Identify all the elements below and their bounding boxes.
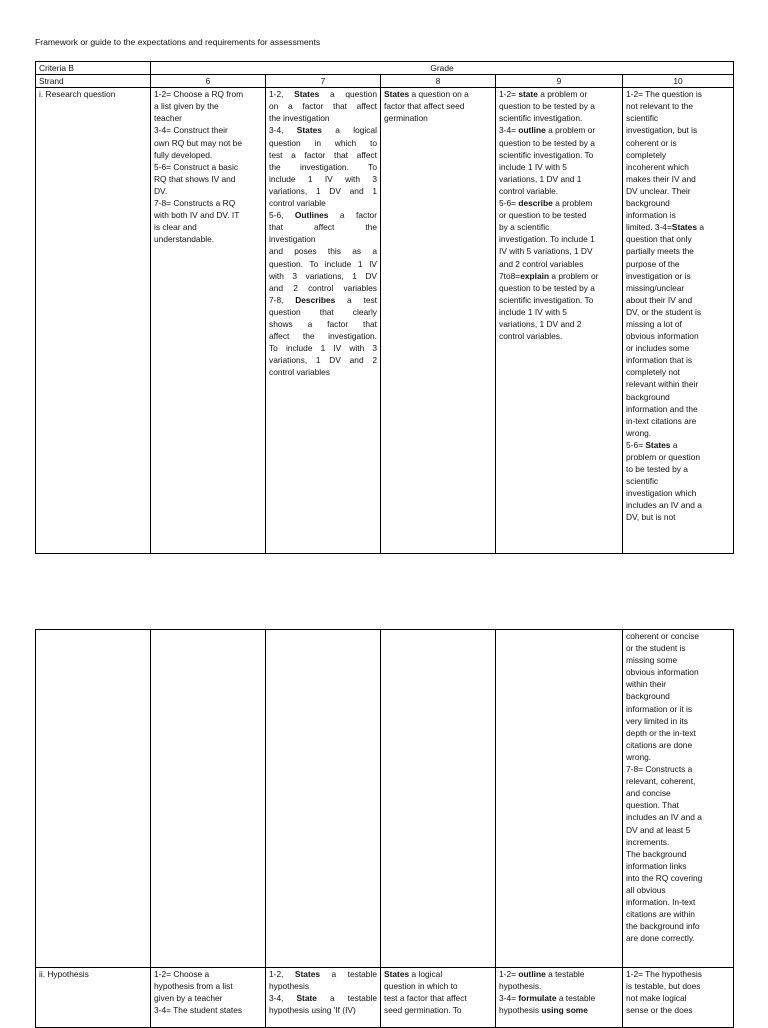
cell-text-line: 1-2= state a problem or [499,89,588,100]
header-row-criteria [36,62,734,75]
hyp-grade-6-cell [151,968,266,1028]
cell-text-line: problem or question [626,452,701,462]
cell-text-line: the background info [626,921,700,932]
cell-text-line: 7to8=explain a problem or [499,270,599,281]
cell-text-line: information and the [626,403,698,414]
rq-grade-7-cell [266,88,381,554]
cell-text-line: on a factor that affect [269,101,377,112]
cell-text-line: includes an IV and a [626,500,702,511]
cell-text-line: The background [626,848,687,859]
criteria-label: Criteria B [36,62,151,75]
cell-text-line: question to be tested by a [499,137,595,148]
cell-text-line: include 1 IV with 5 [499,161,567,172]
cell-text-line: missing/unclear [626,282,685,293]
cell-text-line: DV. [154,185,168,196]
cell-text-line: are done correctly. [626,933,695,944]
cell-text-line: 7-8= Constructs a RQ [154,198,236,209]
cell-text-line: makes their IV and [626,173,696,184]
cell-text-line: 1-2= The question is [626,89,702,100]
cell-text-line: and poses this as a [269,246,377,257]
cell-text-line: 1-2, States a question [269,89,377,100]
hyp-grade-9-cell [496,968,623,1028]
page-title: Framework or guide to the expectations and requirements for assessments [35,37,321,47]
cell-text-line: hypothesis [269,981,310,992]
cell-text-line: investigation which [626,488,697,499]
cell-text-line: includes an IV and a [626,812,702,823]
cell-text-line: include 1 IV with 5 [499,306,567,317]
cell-text-line: fully developed. [154,149,213,160]
cell-text-line: obvious information [626,667,699,678]
cell-text-line: that affect the [269,222,377,233]
cell-text-line: variations, 1 DV and 2 [499,318,582,329]
cell-text-line: and concise [626,788,671,799]
cell-text-line: affect the investigation. [269,331,377,342]
cell-text-line: hypothesis using 'If (IV) [269,1005,356,1016]
cell-text-line: question that only [626,234,692,245]
rq-grade-10-cell [623,88,734,554]
cell-text-line: control variables. [499,331,563,342]
cell-text-line: factor that affect seed [384,101,465,112]
cell-text-line: question to be tested by a [499,282,595,293]
grade-10-header: 10 [623,75,734,88]
cell-text-line: 5-6= Construct a basic [154,161,239,172]
cell-text-line: within their [626,679,667,690]
cell-text-line: scientific [626,476,659,487]
cell-text-line: control variable [269,198,326,209]
cell-text-line: coherent or is [626,137,677,148]
cell-text-line: investigation or is [626,270,691,281]
cell-text-line: obvious information [626,331,699,342]
rq-continued-grade-8-cell [381,630,496,968]
cell-text-line: citations are done [626,739,693,750]
cell-text-line: coherent or concise [626,631,700,641]
cell-text-line: variations, 1 DV and 1 [499,173,582,184]
cell-text-line: question to be tested by a [499,101,595,112]
cell-text-line: information is [626,210,676,221]
cell-text-line: background [626,391,670,402]
cell-text-line: IV with 5 variations, 1 DV [499,246,593,257]
cell-text-line: 7-8= Constructs a [626,764,693,775]
cell-text-line: understandable. [154,234,215,245]
strand-hypothesis: ii. Hypothesis [36,968,151,1028]
rq-continued-grade-6-cell [151,630,266,968]
cell-text-line: scientific [626,113,659,124]
cell-text-line: include 1 IV with 3 [269,173,377,184]
cell-text-line: in-text citations are [626,415,697,426]
cell-text-line: about their IV and [626,294,693,305]
cell-text-line: States a logical [384,969,443,979]
cell-text-line: control variable. [499,185,559,196]
rq-continued-strand-cell [36,630,151,968]
cell-text-line: with 3 variations, 1 DV [269,270,377,281]
cell-text-line: control variables [269,367,330,378]
cell-text-line: scientific investigation. To [499,294,594,305]
cell-text-line: into the RQ covering [626,872,703,883]
cell-text-line: sense or the does [626,1005,693,1016]
cell-text-line: variations, 1 DV and 2 [269,355,377,366]
cell-text-line: variations, 1 DV and 1 [269,185,377,196]
cell-text-line: 3-4= outline a problem or [499,125,596,136]
cell-text-line: scientific investigation. To [499,149,594,160]
cell-text-line: not relevant to the [626,101,694,112]
cell-text-line: investigation, but is [626,125,698,136]
strand-header: Strand [36,75,151,88]
rq-continued-grade-7-cell [266,630,381,968]
cell-text-line: missing a lot of [626,318,682,329]
cell-text-line: scientific investigation. [499,113,583,124]
cell-text-line: 5-6= States a [626,439,678,450]
grade-header: Grade [151,62,734,75]
grade-7-header: 7 [266,75,381,88]
hyp-grade-10-cell [623,968,734,1028]
grade-6-header: 6 [151,75,266,88]
table-row [36,630,734,968]
cell-text-line: information that is [626,355,693,366]
cell-text-line: or includes some [626,343,690,354]
cell-text-line: information. In-text [626,897,696,908]
cell-text-line: 3-4= formulate a testable [499,993,596,1004]
table-row [36,88,734,554]
cell-text-line: partially meets the [626,246,694,257]
cell-text-line: own RQ but may not be [154,137,242,148]
cell-text-line: question in which to [269,137,377,148]
cell-text-line: information links [626,860,687,871]
cell-text-line: hypothesis from a list [154,981,233,992]
cell-text-line: limited. 3-4=States a [626,222,704,233]
assessment-rubric-table [35,61,734,554]
cell-text-line: hypothesis using some [499,1005,588,1016]
cell-text-line: investigation [269,234,316,245]
cell-text-line: to be tested by a [626,464,688,475]
cell-text-line: purpose of the [626,258,680,269]
cell-text-line: and 2 control variables [499,258,584,269]
cell-text-line: shows a factor that [269,318,377,329]
cell-text-line: 1-2= outline a testable [499,969,585,979]
cell-text-line: test a factor that affect [269,149,377,160]
grade-8-header: 8 [381,75,496,88]
cell-text-line: 3-4, States a logical [269,125,377,136]
cell-text-line: investigation. To include 1 [499,234,595,245]
cell-text-line: wrong. [626,751,652,762]
cell-text-line: 3-4= Construct their [154,125,228,136]
cell-text-line: relevant, coherent, [626,776,696,787]
cell-text-line: relevant within their [626,379,699,390]
cell-text-line: question that clearly [269,306,377,317]
assessment-rubric-table-continued [35,629,734,1028]
cell-text-line: completely not [626,367,680,378]
cell-text-line: wrong. [626,427,652,438]
cell-text-line: depth or the in-text [626,727,696,738]
cell-text-line: DV, but is not [626,512,676,523]
cell-text-line: question in which to [384,981,458,992]
cell-text-line: background [626,198,670,209]
cell-text-line: 1-2= Choose a [154,969,210,979]
cell-text-line: DV unclear. Their [626,185,691,196]
cell-text-line: or the student is [626,643,686,654]
cell-text-line: 7-8, Describes a test [269,294,377,305]
cell-text-line: 1-2= Choose a RQ from [154,89,244,100]
cell-text-line: given by a teacher [154,993,223,1004]
table-row [36,968,734,1028]
cell-text-line: 1-2= The hypothesis [626,969,702,979]
cell-text-line: DV and at least 5 [626,824,691,835]
cell-text-line: 1-2, States a testable [269,969,377,979]
cell-text-line: citations are within [626,909,695,920]
cell-text-line: question. That [626,800,679,811]
rq-grade-9-cell [496,88,623,554]
cell-text-line: not make logical [626,993,687,1004]
cell-text-line: missing some [626,655,678,666]
cell-text-line: germination [384,113,428,124]
cell-text-line: increments. [626,836,670,847]
cell-text-line: very limited in its [626,715,688,726]
cell-text-line: or question to be tested [499,210,587,221]
hyp-grade-8-cell [381,968,496,1028]
rq-grade-6-cell [151,88,266,554]
grade-9-header: 9 [496,75,623,88]
cell-text-line: To include 1 IV with 3 [269,343,377,354]
rq-grade-10-cell-continued [623,630,734,968]
cell-text-line: question. To include 1 IV [269,258,377,269]
header-row-grades [36,75,734,88]
cell-text-line: a list given by the [154,101,219,112]
cell-text-line: States a question on a [384,89,469,100]
cell-text-line: is clear and [154,222,197,233]
cell-text-line: information or it is [626,703,693,714]
cell-text-line: seed germination. To [384,1005,462,1016]
cell-text-line: completely [626,149,667,160]
cell-text-line: 5-6= describe a problem [499,198,593,209]
cell-text-line: 3-4= The student states [154,1005,243,1016]
rq-grade-8-cell [381,88,496,554]
cell-text-line: 3-4, State a testable [269,993,377,1004]
cell-text-line: hypothesis. [499,981,542,992]
cell-text-line: the investigation [269,113,330,124]
cell-text-line: and 2 control variables [269,282,377,293]
cell-text-line: 5-6, Outlines a factor [269,210,377,221]
hyp-grade-7-cell [266,968,381,1028]
cell-text-line: RQ that shows IV and [154,173,236,184]
cell-text-line: is testable, but does [626,981,701,992]
cell-text-line: by a scientific [499,222,550,233]
cell-text-line: with both IV and DV. IT [154,210,240,221]
strand-research-question: i. Research question [36,88,151,554]
cell-text-line: test a factor that affect [384,993,467,1004]
cell-text-line: incoherent which [626,161,689,172]
rq-continued-grade-9-cell [496,630,623,968]
cell-text-line: the investigation. To [269,161,377,172]
cell-text-line: background [626,691,670,702]
cell-text-line: teacher [154,113,182,124]
cell-text-line: all obvious [626,884,666,895]
cell-text-line: DV, or the student is [626,306,702,317]
